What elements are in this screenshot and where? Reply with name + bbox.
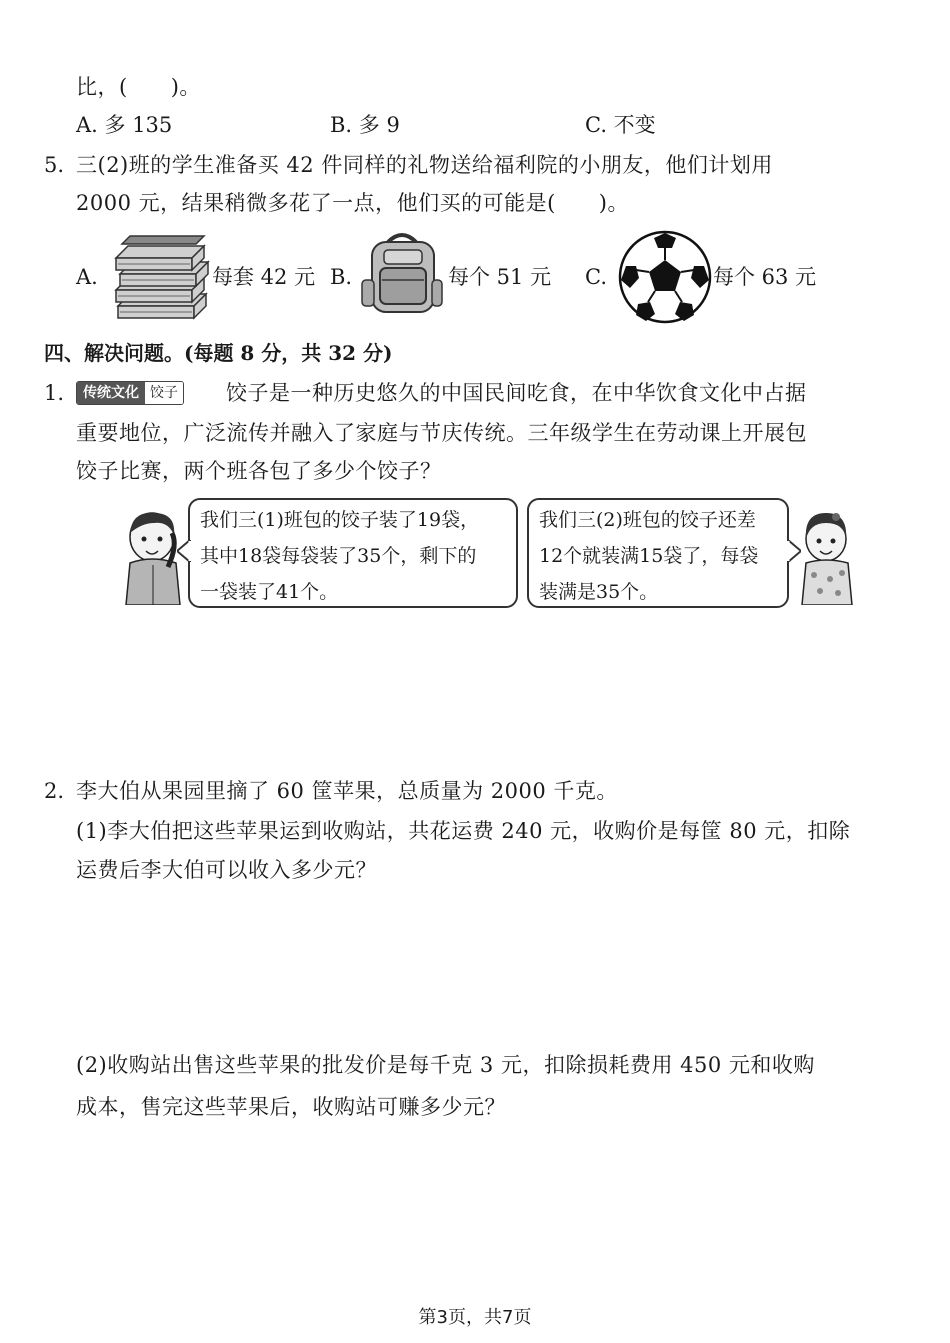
backpack-icon	[360, 228, 444, 326]
bubble-right-line3: 装满是35个。	[539, 581, 659, 603]
p2-number: 2.	[44, 779, 65, 803]
q5-text-line2: 2000 元，结果稍微多花了一点，他们买的可能是( )。	[76, 191, 630, 215]
bubble-right-line1: 我们三(2)班包的饺子还差	[539, 509, 756, 531]
p1-text-line2: 重要地位，广泛流传并融入了家庭与节庆传统。三年级学生在劳动课上开展包	[76, 421, 807, 445]
q5-option-a-letter: A.	[76, 265, 98, 289]
section-heading: 四、解决问题。(每题 8 分，共 32 分)	[44, 341, 393, 365]
q4-option-a: A. 多 135	[76, 113, 173, 137]
q5-option-c-letter: C.	[585, 265, 607, 289]
p1-text-line3: 饺子比赛，两个班各包了多少个饺子？	[76, 459, 442, 483]
girl-illustration	[800, 505, 854, 609]
p2-sub1-line2: 运费后李大伯可以收入多少元？	[76, 858, 377, 882]
q5-text-line1: 三(2)班的学生准备买 42 件同样的礼物送给福利院的小朋友，他们计划用	[76, 153, 773, 177]
p2-sub2-line1: (2)收购站出售这些苹果的批发价是每千克 3 元，扣除损耗费用 450 元和收购	[76, 1053, 815, 1077]
bubble-left-line3: 一袋装了41个。	[200, 581, 339, 603]
q4-text-tail: 比，( )。	[76, 75, 201, 99]
speech-bubble-right	[527, 498, 789, 608]
soccer-ball-icon	[618, 230, 712, 328]
p1-number: 1.	[44, 381, 65, 405]
culture-tag-sub: 饺子	[145, 382, 183, 404]
q4-option-c: C. 不变	[585, 113, 656, 137]
speech-bubble-left	[188, 498, 518, 608]
p2-text-line1: 李大伯从果园里摘了 60 筐苹果，总质量为 2000 千克。	[76, 779, 618, 803]
book-stack-icon	[110, 234, 210, 328]
p2-sub1-line1: (1)李大伯把这些苹果运到收购站，共花运费 240 元，收购价是每筐 80 元，扣除	[76, 819, 851, 843]
q5-option-a-price: 每套 42 元	[212, 265, 316, 289]
page-number: 第3页，共7页	[418, 1307, 532, 1328]
q4-option-b: B. 多 9	[330, 113, 400, 137]
q5-option-b-price: 每个 51 元	[448, 265, 552, 289]
p1-text-line1: 饺子是一种历史悠久的中国民间吃食，在中华饮食文化中占据	[226, 381, 807, 405]
bubble-left-line1: 我们三(1)班包的饺子装了19袋，	[200, 509, 480, 531]
q5-option-b-letter: B.	[330, 265, 353, 289]
q5-option-c-price: 每个 63 元	[713, 265, 817, 289]
p2-sub2-line2: 成本，售完这些苹果后，收购站可赚多少元？	[76, 1095, 506, 1119]
culture-tag-main: 传统文化	[77, 382, 145, 404]
bubble-left-tail	[177, 540, 191, 562]
bubble-right-tail	[787, 540, 801, 562]
culture-tag	[76, 381, 184, 405]
q5-number: 5.	[44, 153, 65, 177]
bubble-left-line2: 其中18袋每袋装了35个，剩下的	[200, 545, 477, 567]
bubble-right-line2: 12个就装满15袋了，每袋	[539, 545, 759, 567]
